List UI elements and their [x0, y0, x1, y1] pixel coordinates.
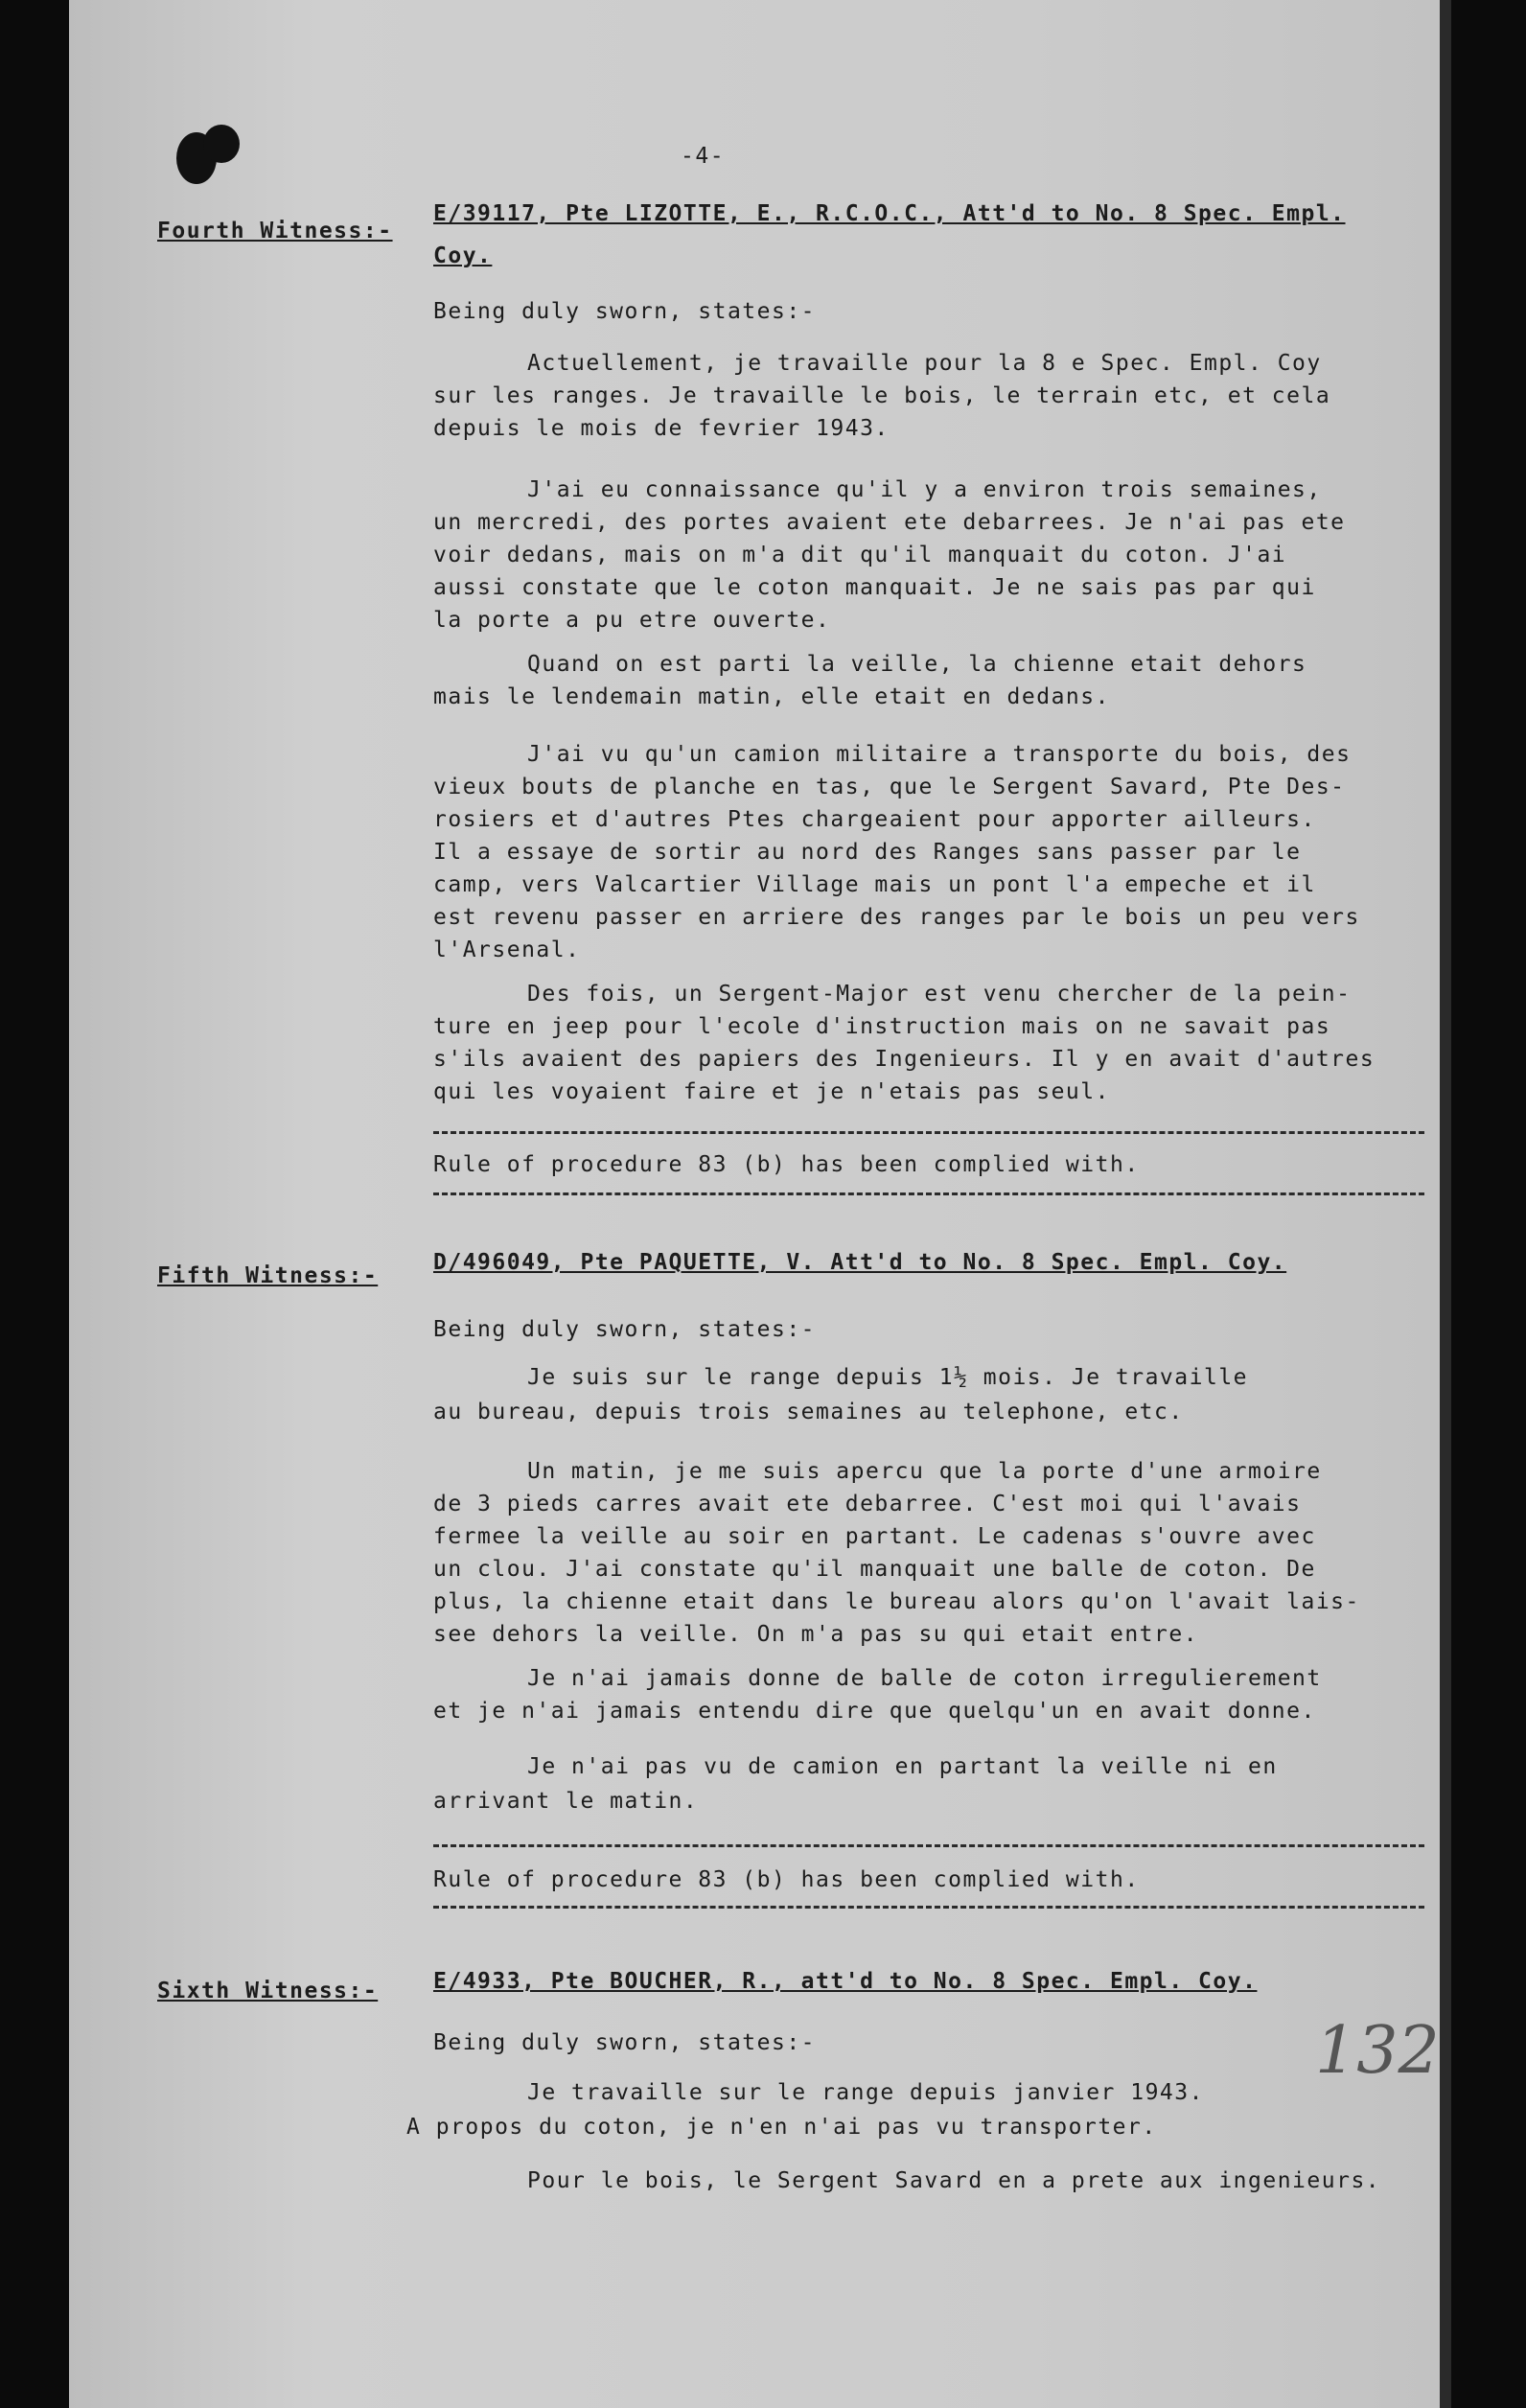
witness-label-4: Fourth Witness:-: [157, 219, 393, 243]
text-line: Je n'ai pas vu de camion en partant la veille ni en: [527, 1754, 1278, 1779]
text-line: sur les ranges. Je travaille le bois, le terrain etc, et cela: [433, 383, 1331, 408]
witness-label-6: Sixth Witness:-: [157, 1979, 379, 2003]
text-line: Un matin, je me suis apercu que la porte d'une armoire: [527, 1459, 1322, 1484]
text-line: J'ai vu qu'un camion militaire a transporte du bois, des: [527, 742, 1352, 767]
sworn-statement: Being duly sworn, states:-: [433, 2030, 817, 2055]
page-number: -4-: [681, 144, 726, 169]
text-line: Je n'ai jamais donne de balle de coton irregulierement: [527, 1666, 1322, 1691]
sworn-statement: Being duly sworn, states:-: [433, 299, 817, 324]
text-line: see dehors la veille. On m'a pas su qui etait entre.: [433, 1622, 1199, 1647]
text-line: Quand on est parti la veille, la chienne etait dehors: [527, 652, 1307, 677]
text-line: s'ils avaient des papiers des Ingenieurs. Il y en avait d'autres: [433, 1047, 1376, 1072]
text-line: Actuellement, je travaille pour la 8 e Spec. Empl. Coy: [527, 351, 1322, 376]
document-page: [69, 0, 1440, 2408]
witness-heading-6: E/4933, Pte BOUCHER, R., att'd to No. 8 Spec. Empl. Coy.: [433, 1969, 1258, 1994]
text-line: qui les voyaient faire et je n'etais pas seul.: [433, 1079, 1110, 1104]
text-line: fermee la veille au soir en partant. Le cadenas s'ouvre avec: [433, 1524, 1316, 1549]
text-line: un clou. J'ai constate qu'il manquait une balle de coton. De: [433, 1557, 1316, 1582]
text-line: Des fois, un Sergent-Major est venu chercher de la pein-: [527, 982, 1352, 1007]
text-line: depuis le mois de fevrier 1943.: [433, 416, 890, 441]
text-line: et je n'ai jamais entendu dire que quelqu'un en avait donne.: [433, 1699, 1316, 1724]
text-line: A propos du coton, je n'en n'ai pas vu transporter.: [406, 2115, 1157, 2140]
text-line: la porte a pu etre ouverte.: [433, 608, 831, 633]
text-line: Pour le bois, le Sergent Savard en a prete aux ingenieurs.: [527, 2168, 1381, 2193]
witness-label-5: Fifth Witness:-: [157, 1263, 379, 1288]
text-line: est revenu passer en arriere des ranges par le bois un peu vers: [433, 905, 1360, 930]
ink-blot: [203, 125, 240, 163]
rule-of-procedure-note: Rule of procedure 83 (b) has been complied with.: [433, 1867, 1140, 1892]
dashed-rule: [433, 1844, 1424, 1847]
text-line: aussi constate que le coton manquait. Je ne sais pas par qui: [433, 575, 1316, 600]
text-line: rosiers et d'autres Ptes chargeaient pour apporter ailleurs.: [433, 807, 1316, 832]
witness-heading-4-cont: Coy.: [433, 243, 493, 268]
sworn-statement: Being duly sworn, states:-: [433, 1317, 817, 1342]
text-line: ture en jeep pour l'ecole d'instruction mais on ne savait pas: [433, 1014, 1331, 1039]
witness-heading-4: E/39117, Pte LIZOTTE, E., R.C.O.C., Att'd to No. 8 Spec. Empl.: [433, 201, 1346, 226]
witness-heading-5: D/496049, Pte PAQUETTE, V. Att'd to No. 8 Spec. Empl. Coy.: [433, 1250, 1287, 1275]
text-line: un mercredi, des portes avaient ete debarrees. Je n'ai pas ete: [433, 510, 1346, 535]
scan-edge: [1440, 0, 1451, 2408]
dashed-rule: [433, 1192, 1424, 1195]
dashed-rule: [433, 1906, 1424, 1909]
text-line: camp, vers Valcartier Village mais un pont l'a empeche et il: [433, 872, 1316, 897]
text-line: Je suis sur le range depuis 1½ mois. Je travaille: [527, 1365, 1249, 1390]
text-line: Il a essaye de sortir au nord des Ranges sans passer par le: [433, 840, 1302, 865]
rule-of-procedure-note: Rule of procedure 83 (b) has been complied with.: [433, 1152, 1140, 1177]
dashed-rule: [433, 1131, 1424, 1134]
text-line: mais le lendemain matin, elle etait en dedans.: [433, 684, 1110, 709]
margin-folio-mark: 132: [1315, 2013, 1440, 2089]
text-line: au bureau, depuis trois semaines au telephone, etc.: [433, 1400, 1184, 1424]
text-line: J'ai eu connaissance qu'il y a environ trois semaines,: [527, 477, 1322, 502]
text-line: Je travaille sur le range depuis janvier 1943.: [527, 2080, 1204, 2105]
text-line: l'Arsenal.: [433, 938, 581, 962]
text-line: plus, la chienne etait dans le bureau alors qu'on l'avait lais-: [433, 1589, 1360, 1614]
text-line: de 3 pieds carres avait ete debarree. C'est moi qui l'avais: [433, 1492, 1302, 1517]
text-line: voir dedans, mais on m'a dit qu'il manquait du coton. J'ai: [433, 543, 1287, 567]
text-line: arrivant le matin.: [433, 1789, 699, 1814]
text-line: vieux bouts de planche en tas, que le Sergent Savard, Pte Des-: [433, 775, 1346, 799]
